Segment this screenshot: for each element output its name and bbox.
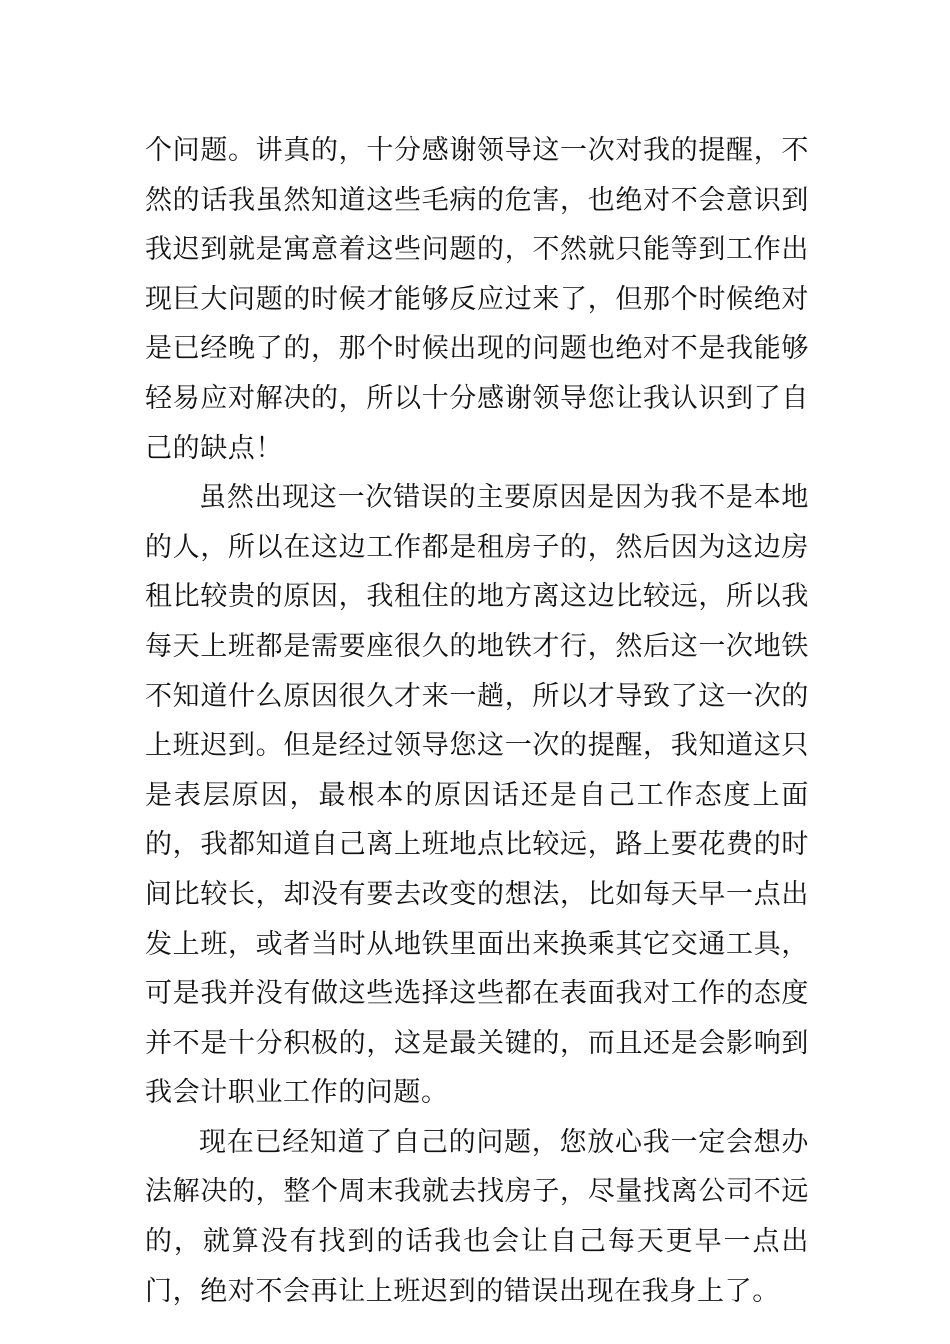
paragraph-continued: 个问题。讲真的，十分感谢领导这一次对我的提醒，不然的话我虽然知道这些毛病的危害，也绝对不会意识到我迟到就是寓意着这些问题的，不然就只能等到工作出现巨大问题的时候才能够反应过来了，但那个时候绝对是已经晚了的，那个时候出现的问题也绝对不是我能够轻易应对解决的，所以十分感谢领导您让我认识到了自己的缺点！ (145, 135, 809, 464)
paragraph-reason: 虽然出现这一次错误的主要原因是因为我不是本地的人，所以在这边工作都是租房子的，然后因为这边房租比较贵的原因，我租住的地方离这边比较远，所以我每天上班都是需要座很久的地铁才行，然后这一次地铁不知道什么原因很久才来一趟，所以才导致了这一次的上班迟到。但是经过领导您这一次的提醒，我知道这只是表层原因，最根本的原因话还是自己工作态度上面的，我都知道自己离上班地点比较远，路上要花费的时间比较长，却没有要去改变的想法，比如每天早一点出发上班，或者当时从地铁里面出来换乘其它交通工具，可是我并没有做这些选择这些都在表面我对工作的态度并不是十分积极的，这是最关键的，而且还是会影响到我会计职业工作的问题。 (145, 482, 809, 1109)
document-body (145, 126, 809, 1316)
paragraph-resolution: 现在已经知道了自己的问题，您放心我一定会想办法解决的，整个周末我就去找房子，尽量找离公司不远的，就算没有找到的话我也会让自己每天更早一点出门，绝对不会再让上班迟到的错误出现在我身上了。 (145, 1126, 809, 1307)
